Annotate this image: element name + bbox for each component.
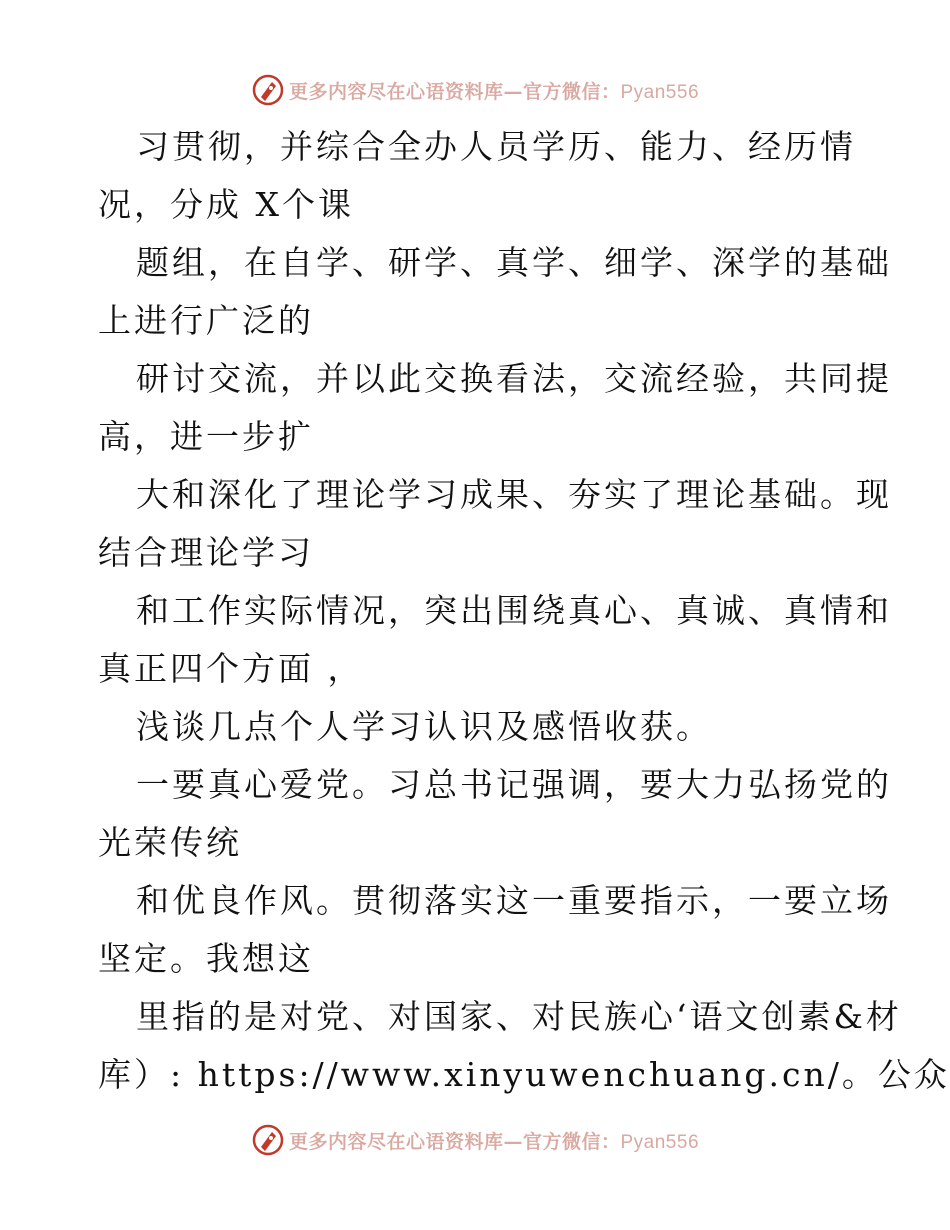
text-line: 上进行广泛的 <box>98 301 314 340</box>
text-line: 浅谈几点个人学习认识及感悟收获。 <box>136 707 712 746</box>
text-line: 结合理论学习 <box>98 533 314 572</box>
watermark-text: 更多内容尽在心语资料库—官方微信：Pyan556 <box>288 80 700 103</box>
text-line: 里指的是对党、对国家、对民族心‘语文创素&材 <box>136 997 902 1036</box>
text-line: 库）: https://www.xinyuwenchuang.cn/。公众 <box>98 1055 950 1094</box>
pen-nib-logo-icon <box>251 73 285 107</box>
text-line: 大和深化了理论学习成果、夯实了理论基础。现 <box>136 475 892 514</box>
text-line: 真正四个方面 ， <box>98 649 364 688</box>
footer-watermark <box>0 1120 950 1160</box>
watermark-text: 更多内容尽在心语资料库—官方微信：Pyan556 <box>288 1130 700 1153</box>
header-watermark <box>0 70 950 110</box>
text-line: 况，分成 X个课 <box>98 185 354 224</box>
document-body <box>98 118 950 1104</box>
text-line: 研讨交流，并以此交换看法，交流经验，共同提 <box>136 359 892 398</box>
text-line: 坚定。我想这 <box>98 939 314 978</box>
text-line: 一要真心爱党。习总书记强调，要大力弘扬党的 <box>136 765 892 804</box>
text-line: 和工作实际情况，突出围绕真心、真诚、真情和 <box>136 591 892 630</box>
text-line: 习贯彻，并综合全办人员学历、能力、经历情 <box>136 127 856 166</box>
text-line: 光荣传统 <box>98 823 242 862</box>
text-line: 高，进一步扩 <box>98 417 314 456</box>
text-line: 题组，在自学、研学、真学、细学、深学的基础 <box>136 243 892 282</box>
pen-nib-logo-icon <box>251 1123 285 1157</box>
text-line: 和优良作风。贯彻落实这一重要指示，一要立场 <box>136 881 892 920</box>
